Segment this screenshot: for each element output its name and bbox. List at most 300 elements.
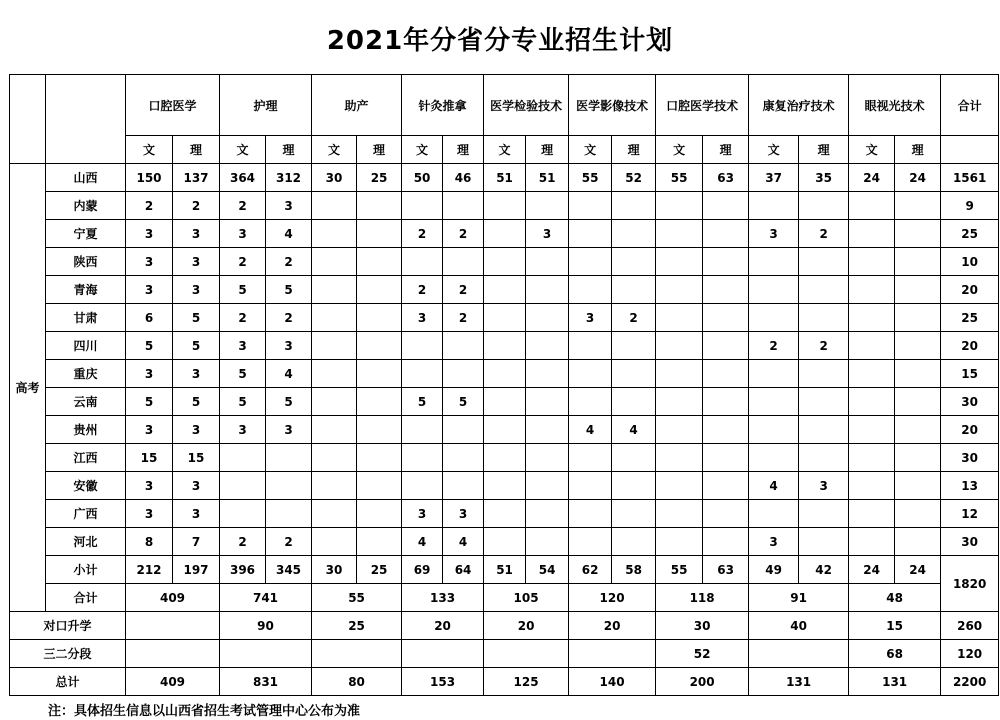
table-row: [10, 220, 999, 248]
combined-total: 1820: [941, 556, 999, 612]
value-cell: 5: [266, 276, 312, 304]
wen-header: 文: [484, 136, 526, 164]
value-cell: [895, 360, 941, 388]
value-cell: 49: [749, 556, 799, 584]
value-cell: 3: [126, 276, 173, 304]
value-cell: 58: [612, 556, 656, 584]
value-cell: 364: [220, 164, 266, 192]
value-cell: 3: [799, 472, 849, 500]
table-row: [10, 304, 999, 332]
wen-header: 文: [849, 136, 895, 164]
value-cell: [703, 360, 749, 388]
row-total: 20: [941, 416, 999, 444]
value-cell: [526, 444, 569, 472]
value-cell: 5: [266, 388, 312, 416]
value-cell: [526, 416, 569, 444]
value-cell: [849, 472, 895, 500]
value-cell: 2: [220, 248, 266, 276]
table-body: [10, 75, 999, 696]
value-cell: 4: [569, 416, 612, 444]
value-cell: 3: [126, 500, 173, 528]
value-cell: 8: [126, 528, 173, 556]
value-cell: 7: [173, 528, 220, 556]
value-cell: [312, 360, 357, 388]
value-cell: [357, 332, 402, 360]
table-row: [10, 500, 999, 528]
value-cell: 3: [220, 332, 266, 360]
value-cell: [443, 444, 484, 472]
grand-row: [10, 668, 999, 696]
value-cell: [749, 388, 799, 416]
value-cell: [357, 248, 402, 276]
value-cell: [895, 444, 941, 472]
value-cell: 2: [173, 192, 220, 220]
wen-header: 文: [312, 136, 357, 164]
value-cell: [749, 416, 799, 444]
value-cell: [443, 360, 484, 388]
value-cell: [569, 388, 612, 416]
corner-cell: [10, 75, 46, 164]
table-row: [10, 276, 999, 304]
value-cell: 63: [703, 164, 749, 192]
value-cell: 3: [526, 220, 569, 248]
value-cell: 2: [220, 304, 266, 332]
table-row: [10, 248, 999, 276]
value-cell: [443, 192, 484, 220]
value-cell: [402, 192, 443, 220]
value-cell: 25: [312, 612, 402, 640]
value-cell: [656, 500, 703, 528]
value-cell: 4: [266, 360, 312, 388]
value-cell: 6: [126, 304, 173, 332]
table-row: [10, 472, 999, 500]
li-header: 理: [895, 136, 941, 164]
value-cell: [220, 500, 266, 528]
value-cell: 54: [526, 556, 569, 584]
value-cell: [526, 472, 569, 500]
value-cell: [220, 444, 266, 472]
value-cell: 30: [656, 612, 749, 640]
value-cell: [703, 276, 749, 304]
value-cell: 42: [799, 556, 849, 584]
province-name: 内蒙: [46, 192, 126, 220]
value-cell: [266, 444, 312, 472]
combined-row: [10, 584, 999, 612]
value-cell: 3: [266, 416, 312, 444]
value-cell: 3: [402, 500, 443, 528]
value-cell: [526, 276, 569, 304]
value-cell: [357, 220, 402, 248]
value-cell: [266, 472, 312, 500]
value-cell: [749, 276, 799, 304]
value-cell: [703, 500, 749, 528]
value-cell: [656, 248, 703, 276]
value-cell: [849, 192, 895, 220]
value-cell: [402, 416, 443, 444]
value-cell: 118: [656, 584, 749, 612]
value-cell: [895, 304, 941, 332]
value-cell: [656, 192, 703, 220]
value-cell: [703, 304, 749, 332]
value-cell: 125: [484, 668, 569, 696]
value-cell: 120: [569, 584, 656, 612]
value-cell: [402, 472, 443, 500]
value-cell: [312, 528, 357, 556]
value-cell: 63: [703, 556, 749, 584]
value-cell: 741: [220, 584, 312, 612]
value-cell: [703, 220, 749, 248]
table-row: [10, 416, 999, 444]
value-cell: [402, 332, 443, 360]
value-cell: 4: [443, 528, 484, 556]
value-cell: [612, 472, 656, 500]
value-cell: 40: [749, 612, 849, 640]
value-cell: [799, 248, 849, 276]
value-cell: [849, 220, 895, 248]
province-name: 四川: [46, 332, 126, 360]
province-name: 陕西: [46, 248, 126, 276]
value-cell: [312, 276, 357, 304]
row-total: 20: [941, 276, 999, 304]
row-total: 30: [941, 528, 999, 556]
value-cell: 831: [220, 668, 312, 696]
value-cell: [895, 388, 941, 416]
value-cell: [849, 388, 895, 416]
value-cell: [656, 388, 703, 416]
province-name: 重庆: [46, 360, 126, 388]
value-cell: [484, 472, 526, 500]
value-cell: [569, 500, 612, 528]
value-cell: 48: [849, 584, 941, 612]
value-cell: 4: [749, 472, 799, 500]
value-cell: [849, 332, 895, 360]
value-cell: [569, 276, 612, 304]
value-cell: [220, 472, 266, 500]
row-total: 15: [941, 360, 999, 388]
enrollment-plan-table: [9, 74, 999, 696]
value-cell: [895, 276, 941, 304]
value-cell: [569, 248, 612, 276]
value-cell: [612, 276, 656, 304]
value-cell: [357, 192, 402, 220]
value-cell: [799, 304, 849, 332]
value-cell: 5: [173, 388, 220, 416]
major-header: 康复治疗技术: [749, 75, 849, 136]
value-cell: [443, 472, 484, 500]
value-cell: [612, 444, 656, 472]
subtotal-row: [10, 556, 999, 584]
row-total: 10: [941, 248, 999, 276]
value-cell: 55: [312, 584, 402, 612]
value-cell: [312, 500, 357, 528]
value-cell: [569, 640, 656, 668]
province-name: 江西: [46, 444, 126, 472]
sanerr-row: [10, 640, 999, 668]
major-header: 口腔医学: [126, 75, 220, 136]
value-cell: 37: [749, 164, 799, 192]
value-cell: 15: [173, 444, 220, 472]
value-cell: 4: [266, 220, 312, 248]
value-cell: [703, 388, 749, 416]
value-cell: [526, 388, 569, 416]
table-row: [10, 164, 999, 192]
wen-header: 文: [126, 136, 173, 164]
wen-header: 文: [749, 136, 799, 164]
sanerr-label: 三二分段: [10, 640, 126, 668]
value-cell: 3: [173, 220, 220, 248]
total-header: 合计: [941, 75, 999, 136]
value-cell: 2: [126, 192, 173, 220]
value-cell: [703, 332, 749, 360]
value-cell: [526, 500, 569, 528]
wen-header: 文: [402, 136, 443, 164]
value-cell: [569, 528, 612, 556]
value-cell: [612, 500, 656, 528]
value-cell: [484, 640, 569, 668]
value-cell: 24: [895, 556, 941, 584]
row-total: 120: [941, 640, 999, 668]
grand-label: 总计: [10, 668, 126, 696]
value-cell: [220, 640, 312, 668]
value-cell: [402, 640, 484, 668]
value-cell: 5: [173, 332, 220, 360]
value-cell: [126, 612, 220, 640]
value-cell: [749, 640, 849, 668]
value-cell: [703, 472, 749, 500]
value-cell: [895, 332, 941, 360]
value-cell: 3: [402, 304, 443, 332]
value-cell: 3: [749, 528, 799, 556]
value-cell: [526, 528, 569, 556]
value-cell: 105: [484, 584, 569, 612]
value-cell: [357, 416, 402, 444]
value-cell: 24: [895, 164, 941, 192]
value-cell: 2: [266, 304, 312, 332]
value-cell: 5: [126, 388, 173, 416]
table-row: [10, 192, 999, 220]
value-cell: 2: [220, 528, 266, 556]
value-cell: [612, 220, 656, 248]
value-cell: [895, 192, 941, 220]
value-cell: [895, 248, 941, 276]
value-cell: 133: [402, 584, 484, 612]
value-cell: [484, 248, 526, 276]
province-name: 云南: [46, 388, 126, 416]
value-cell: 68: [849, 640, 941, 668]
value-cell: [312, 304, 357, 332]
value-cell: 2: [443, 276, 484, 304]
value-cell: 3: [173, 360, 220, 388]
value-cell: [484, 276, 526, 304]
value-cell: [749, 192, 799, 220]
value-cell: [312, 192, 357, 220]
value-cell: 5: [126, 332, 173, 360]
value-cell: [312, 444, 357, 472]
major-header: 医学影像技术: [569, 75, 656, 136]
value-cell: [612, 388, 656, 416]
value-cell: 24: [849, 556, 895, 584]
value-cell: [484, 500, 526, 528]
value-cell: 2: [799, 220, 849, 248]
value-cell: 3: [749, 220, 799, 248]
value-cell: [357, 276, 402, 304]
value-cell: [799, 276, 849, 304]
corner-cell: [46, 75, 126, 164]
li-header: 理: [526, 136, 569, 164]
value-cell: [849, 276, 895, 304]
value-cell: 35: [799, 164, 849, 192]
value-cell: [569, 332, 612, 360]
value-cell: 3: [266, 332, 312, 360]
value-cell: 153: [402, 668, 484, 696]
value-cell: 5: [173, 304, 220, 332]
value-cell: 3: [126, 248, 173, 276]
value-cell: 2: [749, 332, 799, 360]
li-header: 理: [799, 136, 849, 164]
value-cell: [526, 304, 569, 332]
value-cell: [312, 220, 357, 248]
value-cell: [312, 388, 357, 416]
value-cell: 51: [526, 164, 569, 192]
value-cell: [357, 472, 402, 500]
wen-header: 文: [656, 136, 703, 164]
value-cell: 52: [612, 164, 656, 192]
value-cell: [749, 360, 799, 388]
table-row: [10, 528, 999, 556]
value-cell: 131: [749, 668, 849, 696]
value-cell: 20: [484, 612, 569, 640]
value-cell: 25: [357, 164, 402, 192]
value-cell: 345: [266, 556, 312, 584]
table-row: [10, 444, 999, 472]
value-cell: 20: [402, 612, 484, 640]
value-cell: 2: [443, 304, 484, 332]
value-cell: 55: [656, 164, 703, 192]
value-cell: [126, 640, 220, 668]
value-cell: [895, 500, 941, 528]
value-cell: [799, 416, 849, 444]
value-cell: [799, 192, 849, 220]
row-total: 1561: [941, 164, 999, 192]
value-cell: [402, 248, 443, 276]
value-cell: 51: [484, 164, 526, 192]
value-cell: [849, 360, 895, 388]
value-cell: 50: [402, 164, 443, 192]
value-cell: 91: [749, 584, 849, 612]
value-cell: [799, 388, 849, 416]
page-title: 2021年分省分专业招生计划: [326, 26, 674, 56]
value-cell: [569, 192, 612, 220]
province-name: 宁夏: [46, 220, 126, 248]
value-cell: [656, 220, 703, 248]
major-header: 口腔医学技术: [656, 75, 749, 136]
value-cell: [484, 332, 526, 360]
value-cell: 212: [126, 556, 173, 584]
value-cell: [312, 416, 357, 444]
value-cell: [484, 304, 526, 332]
footnote: 注：具体招生信息以山西省招生考试管理中心公布为准: [48, 704, 361, 719]
value-cell: 46: [443, 164, 484, 192]
value-cell: [656, 416, 703, 444]
row-total: 260: [941, 612, 999, 640]
value-cell: [656, 332, 703, 360]
value-cell: [402, 360, 443, 388]
value-cell: [312, 248, 357, 276]
value-cell: 396: [220, 556, 266, 584]
province-name: 甘肃: [46, 304, 126, 332]
value-cell: [749, 248, 799, 276]
value-cell: [612, 332, 656, 360]
value-cell: 3: [126, 416, 173, 444]
value-cell: [526, 360, 569, 388]
value-cell: 3: [126, 472, 173, 500]
duikou-row: [10, 612, 999, 640]
value-cell: [526, 192, 569, 220]
value-cell: 62: [569, 556, 612, 584]
value-cell: [656, 360, 703, 388]
value-cell: 3: [569, 304, 612, 332]
value-cell: [799, 528, 849, 556]
value-cell: [484, 416, 526, 444]
value-cell: 80: [312, 668, 402, 696]
value-cell: 2: [266, 248, 312, 276]
value-cell: 30: [312, 164, 357, 192]
li-header: 理: [612, 136, 656, 164]
subtotal-label: 小计: [46, 556, 126, 584]
value-cell: [484, 528, 526, 556]
gaokao-label: 高考: [10, 164, 46, 612]
value-cell: [849, 416, 895, 444]
value-cell: 5: [443, 388, 484, 416]
major-header: 眼视光技术: [849, 75, 941, 136]
value-cell: 4: [402, 528, 443, 556]
value-cell: [357, 388, 402, 416]
wen-header: 文: [220, 136, 266, 164]
value-cell: [357, 444, 402, 472]
value-cell: [612, 248, 656, 276]
value-cell: 2: [799, 332, 849, 360]
value-cell: 5: [220, 276, 266, 304]
value-cell: [484, 360, 526, 388]
li-header: 理: [703, 136, 749, 164]
value-cell: [749, 500, 799, 528]
value-cell: 2: [612, 304, 656, 332]
value-cell: [357, 304, 402, 332]
province-name: 广西: [46, 500, 126, 528]
value-cell: 5: [220, 360, 266, 388]
value-cell: [749, 444, 799, 472]
value-cell: [569, 444, 612, 472]
value-cell: [526, 248, 569, 276]
value-cell: 3: [266, 192, 312, 220]
value-cell: 20: [569, 612, 656, 640]
value-cell: [443, 332, 484, 360]
empty-cell: [941, 136, 999, 164]
value-cell: [612, 360, 656, 388]
value-cell: [703, 192, 749, 220]
li-header: 理: [357, 136, 402, 164]
value-cell: [612, 528, 656, 556]
table-row: [10, 388, 999, 416]
value-cell: [402, 444, 443, 472]
value-cell: [357, 528, 402, 556]
value-cell: 3: [173, 416, 220, 444]
major-header: 医学检验技术: [484, 75, 569, 136]
value-cell: [612, 192, 656, 220]
value-cell: 2: [443, 220, 484, 248]
value-cell: [799, 444, 849, 472]
value-cell: [656, 472, 703, 500]
